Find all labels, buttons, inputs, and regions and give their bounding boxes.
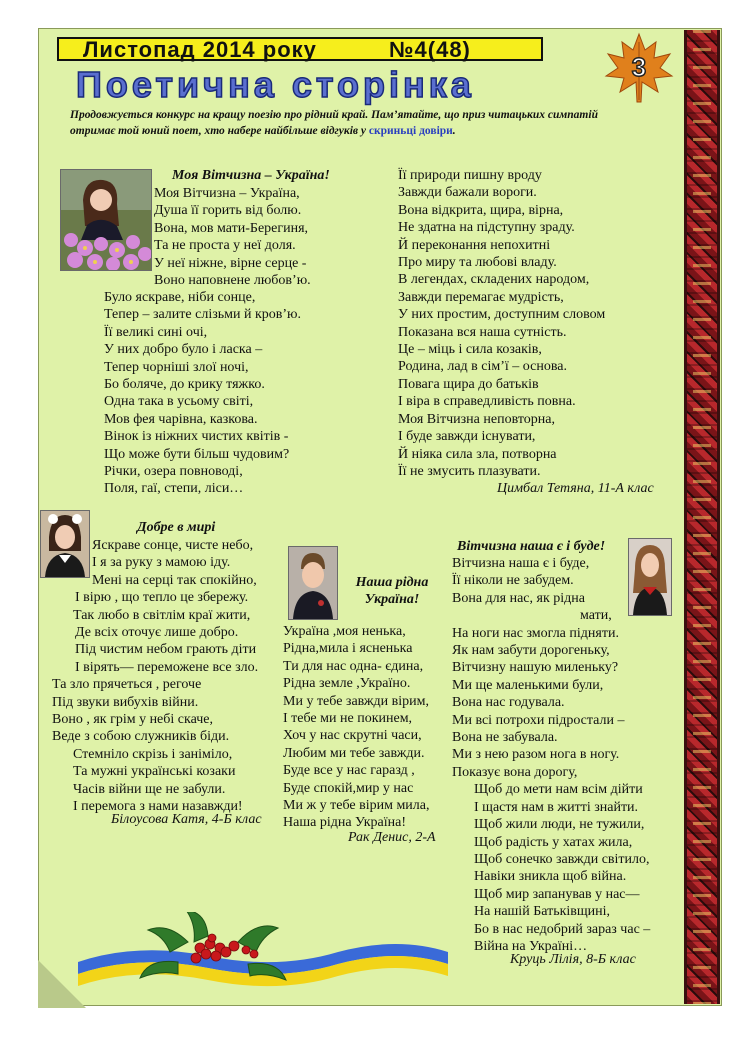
poem-line: Й переконання непохитні xyxy=(398,237,551,253)
poem-line: Щоб до мети нам всім дійти xyxy=(474,782,643,798)
poem-line: Показана вся наша сутність. xyxy=(398,324,567,340)
poem-line: Тепер – залите слізьми й кров’ю. xyxy=(104,307,301,323)
poem-4-lines xyxy=(452,555,650,955)
poem-line: Так любо в світлім краї жити, xyxy=(73,607,251,623)
poem-1-title: Моя Вітчизна – Україна! xyxy=(172,168,330,183)
poem-line: Було яскраве, ніби сонце, xyxy=(104,290,256,305)
poem-line: І вірять— переможене все зло. xyxy=(75,659,259,675)
poem-line: Завжди бажали вороги. xyxy=(398,185,537,201)
poem-line: Про миру та любові владу. xyxy=(398,255,557,271)
poem-line: Яскраве сонце, чисте небо, xyxy=(92,538,254,553)
poem-line: Щоб мир запанував у нас— xyxy=(474,886,640,902)
poem-line: У них добро було і ласка – xyxy=(104,342,263,358)
poem-line: Ти для нас одна- єдина, xyxy=(283,658,424,674)
poem-3-author: Рак Денис, 2-А xyxy=(348,830,436,845)
author-photo-1 xyxy=(60,169,152,271)
poem-2-lines xyxy=(52,537,258,816)
poem-line: Воно , як грім у небі скаче, xyxy=(52,712,213,728)
poem-line: Ми ще маленькими були, xyxy=(452,677,604,693)
maple-leaf-icon xyxy=(604,32,674,104)
poem-line: Бо боляче, до крику тяжко. xyxy=(104,377,265,393)
intro-link[interactable]: скриньці довіри xyxy=(368,125,453,137)
poem-line: Стемніло скрізь і заніміло, xyxy=(73,746,233,762)
poem-line: Як нам забути дорогеньку, xyxy=(452,643,610,659)
poem-line: В легендах, складених народом, xyxy=(398,272,590,288)
poem-line: Під звуки вибухів війни. xyxy=(52,694,199,710)
poem-line: Що може бути більш чудовим? xyxy=(104,446,290,462)
poem-line: Ми ж у тебе вірим мила, xyxy=(283,798,430,814)
poem-line: Щоб сонечко завжди світило, xyxy=(474,851,650,867)
poem-4-title: Вітчизна наша є і буде! xyxy=(457,539,606,554)
poem-line: Рідна земле ,Україно. xyxy=(283,676,411,692)
embroidery-ornament-border xyxy=(684,30,720,1004)
poem-line: Вона нас годувала. xyxy=(452,695,565,711)
poem-4-author: Круць Лілія, 8-Б клас xyxy=(510,952,636,967)
poem-line: Мов фея чарівна, казкова. xyxy=(104,411,258,427)
poem-line: Одна така в усьому світі, xyxy=(104,394,254,410)
poem-line: Це – міць і сила козаків, xyxy=(398,342,542,358)
poem-line: Воно наповнене любов’ю. xyxy=(154,273,311,289)
poem-line: І щастя нам в житті знайти. xyxy=(474,799,639,815)
poem-line: Річки, озера повноводі, xyxy=(104,464,243,480)
poem-line: І тебе ми не покинем, xyxy=(283,711,413,727)
poem-line: Ми всі потрохи підростали – xyxy=(452,712,625,728)
poem-line: Часів війни ще не забули. xyxy=(73,781,226,797)
poem-line: Де всіх оточує лише добро. xyxy=(75,625,239,641)
intro-end: . xyxy=(452,125,456,137)
poem-line: На ноги нас змогла підняти. xyxy=(452,625,619,641)
poem-line: Війна на Україні… xyxy=(474,938,588,954)
poem-line: Її ніколи не забудем. xyxy=(452,573,574,589)
poem-line: Завжди перемагає мудрість, xyxy=(398,289,564,305)
poem-line: Щоб радість у хатах жила, xyxy=(474,834,633,850)
poem-1-stanza-c xyxy=(398,167,605,480)
poem-1-stanza-a xyxy=(154,185,311,289)
intro-paragraph xyxy=(70,107,630,139)
poem-line: Та зло прячеться , регоче xyxy=(52,677,202,693)
poem-line: Вона відкрита, щира, вірна, xyxy=(398,202,564,218)
poem-line: Й ніяка сила зла, потворна xyxy=(398,446,557,462)
poem-line: Щоб жили люди, не тужили, xyxy=(474,817,645,833)
ribbon-viburnum-decoration xyxy=(78,912,448,1002)
poem-line: Рідна,мила і ясненька xyxy=(283,641,413,657)
page-title: Поетична сторінка xyxy=(76,64,475,105)
poem-line: Під чистим небом грають діти xyxy=(75,642,257,658)
poem-1-stanza-b xyxy=(104,289,301,498)
poem-line: Буде спокій,мир у нас xyxy=(283,780,414,796)
poem-3-title: Наша рідна Україна! xyxy=(355,575,429,608)
poem-line: Та не проста у неї доля. xyxy=(154,238,296,254)
poem-1-author: Цимбал Тетяна, 11-А клас xyxy=(497,481,654,496)
poem-line: Вона для нас, як рідна xyxy=(452,590,585,606)
poem-line: Душа її горить від болю. xyxy=(154,203,302,219)
poem-line: Україна ,моя ненька, xyxy=(283,624,406,639)
poem-line: Ми у тебе завжди вірим, xyxy=(283,693,430,709)
poem-line: Тепер чорніші злої ночі, xyxy=(104,359,249,375)
poem-2-title: Добре в мирі xyxy=(137,520,216,535)
poem-line: мати, xyxy=(580,608,612,624)
issue-month: Листопад 2014 року xyxy=(83,37,317,62)
poem-line: У них простим, доступним словом xyxy=(398,307,606,323)
issue-number: №4(48) xyxy=(389,37,471,62)
poem-line: Її великі сині очі, xyxy=(104,324,208,340)
poem-line: Моя Вітчизна неповторна, xyxy=(398,411,555,427)
poem-line: Показує вона дорогу, xyxy=(452,764,578,780)
poem-line: Наша рідна Україна! xyxy=(283,815,406,831)
issue-header xyxy=(57,37,543,61)
poem-line: Бо в нас недобрий зараз час – xyxy=(474,921,651,937)
poem-line: І буде завжди існувати, xyxy=(398,429,536,445)
poem-line: Її природи пишну вроду xyxy=(398,168,542,183)
poem-line: Родина, лад в сім’ї – основа. xyxy=(398,359,567,375)
poem-line: Вона, мов мати-Берегиня, xyxy=(154,220,309,236)
poem-line: Вітчизна наша є і буде, xyxy=(452,556,590,571)
poem-line: У неї ніжне, вірне серце - xyxy=(154,255,307,271)
poem-line: Не здатна на підступну зраду. xyxy=(398,220,575,236)
poem-line: Повага щира до батьків xyxy=(398,376,539,392)
poem-line: На нашій Батьківщині, xyxy=(474,904,611,920)
poem-line: І вірю , що тепло це збережу. xyxy=(75,590,249,606)
poem-line: Любим ми тебе завжди. xyxy=(283,745,425,761)
poem-line: Та мужні українські козаки xyxy=(73,764,236,780)
author-photo-3 xyxy=(288,546,338,620)
poem-line: Вона не забувала. xyxy=(452,730,558,746)
poem-line: Буде все у нас гаразд , xyxy=(283,763,415,779)
poem-3-lines xyxy=(283,623,430,832)
poem-2-author: Білоусова Катя, 4-Б клас xyxy=(111,812,262,827)
poem-line: Навіки зникла щоб війна. xyxy=(474,869,627,885)
poem-line: Ми з нею разом нога в ногу. xyxy=(452,747,620,763)
poem-line: І я за руку з мамою іду. xyxy=(92,555,231,571)
poem-line: Хоч у нас скрутні часи, xyxy=(283,728,422,744)
poem-line: Поля, гаї, степи, ліси… xyxy=(104,481,244,497)
poem-line: Вінок із ніжних чистих квітів - xyxy=(104,429,289,445)
poem-line: Вітчизну нашую миленьку? xyxy=(452,660,619,676)
poem-line: Її не змусить плазувати. xyxy=(398,463,541,479)
poem-line: Моя Вітчизна – Україна, xyxy=(154,186,300,201)
page-number: 3 xyxy=(631,52,647,82)
intro-text: Продовжується конкурс на кращу поезію про рідний край. Пам’ятайте, що приз читацьких симпатій отримає той юний поет, хто набере найбільше відгуків у xyxy=(70,109,598,137)
poem-line: Мені на серці так спокійно, xyxy=(92,572,257,588)
poem-line: І перемога з нами назавжди! xyxy=(73,799,243,815)
poem-line: І віра в справедливість повна. xyxy=(398,394,576,410)
poem-line: Веде з собою служників біди. xyxy=(52,729,230,745)
